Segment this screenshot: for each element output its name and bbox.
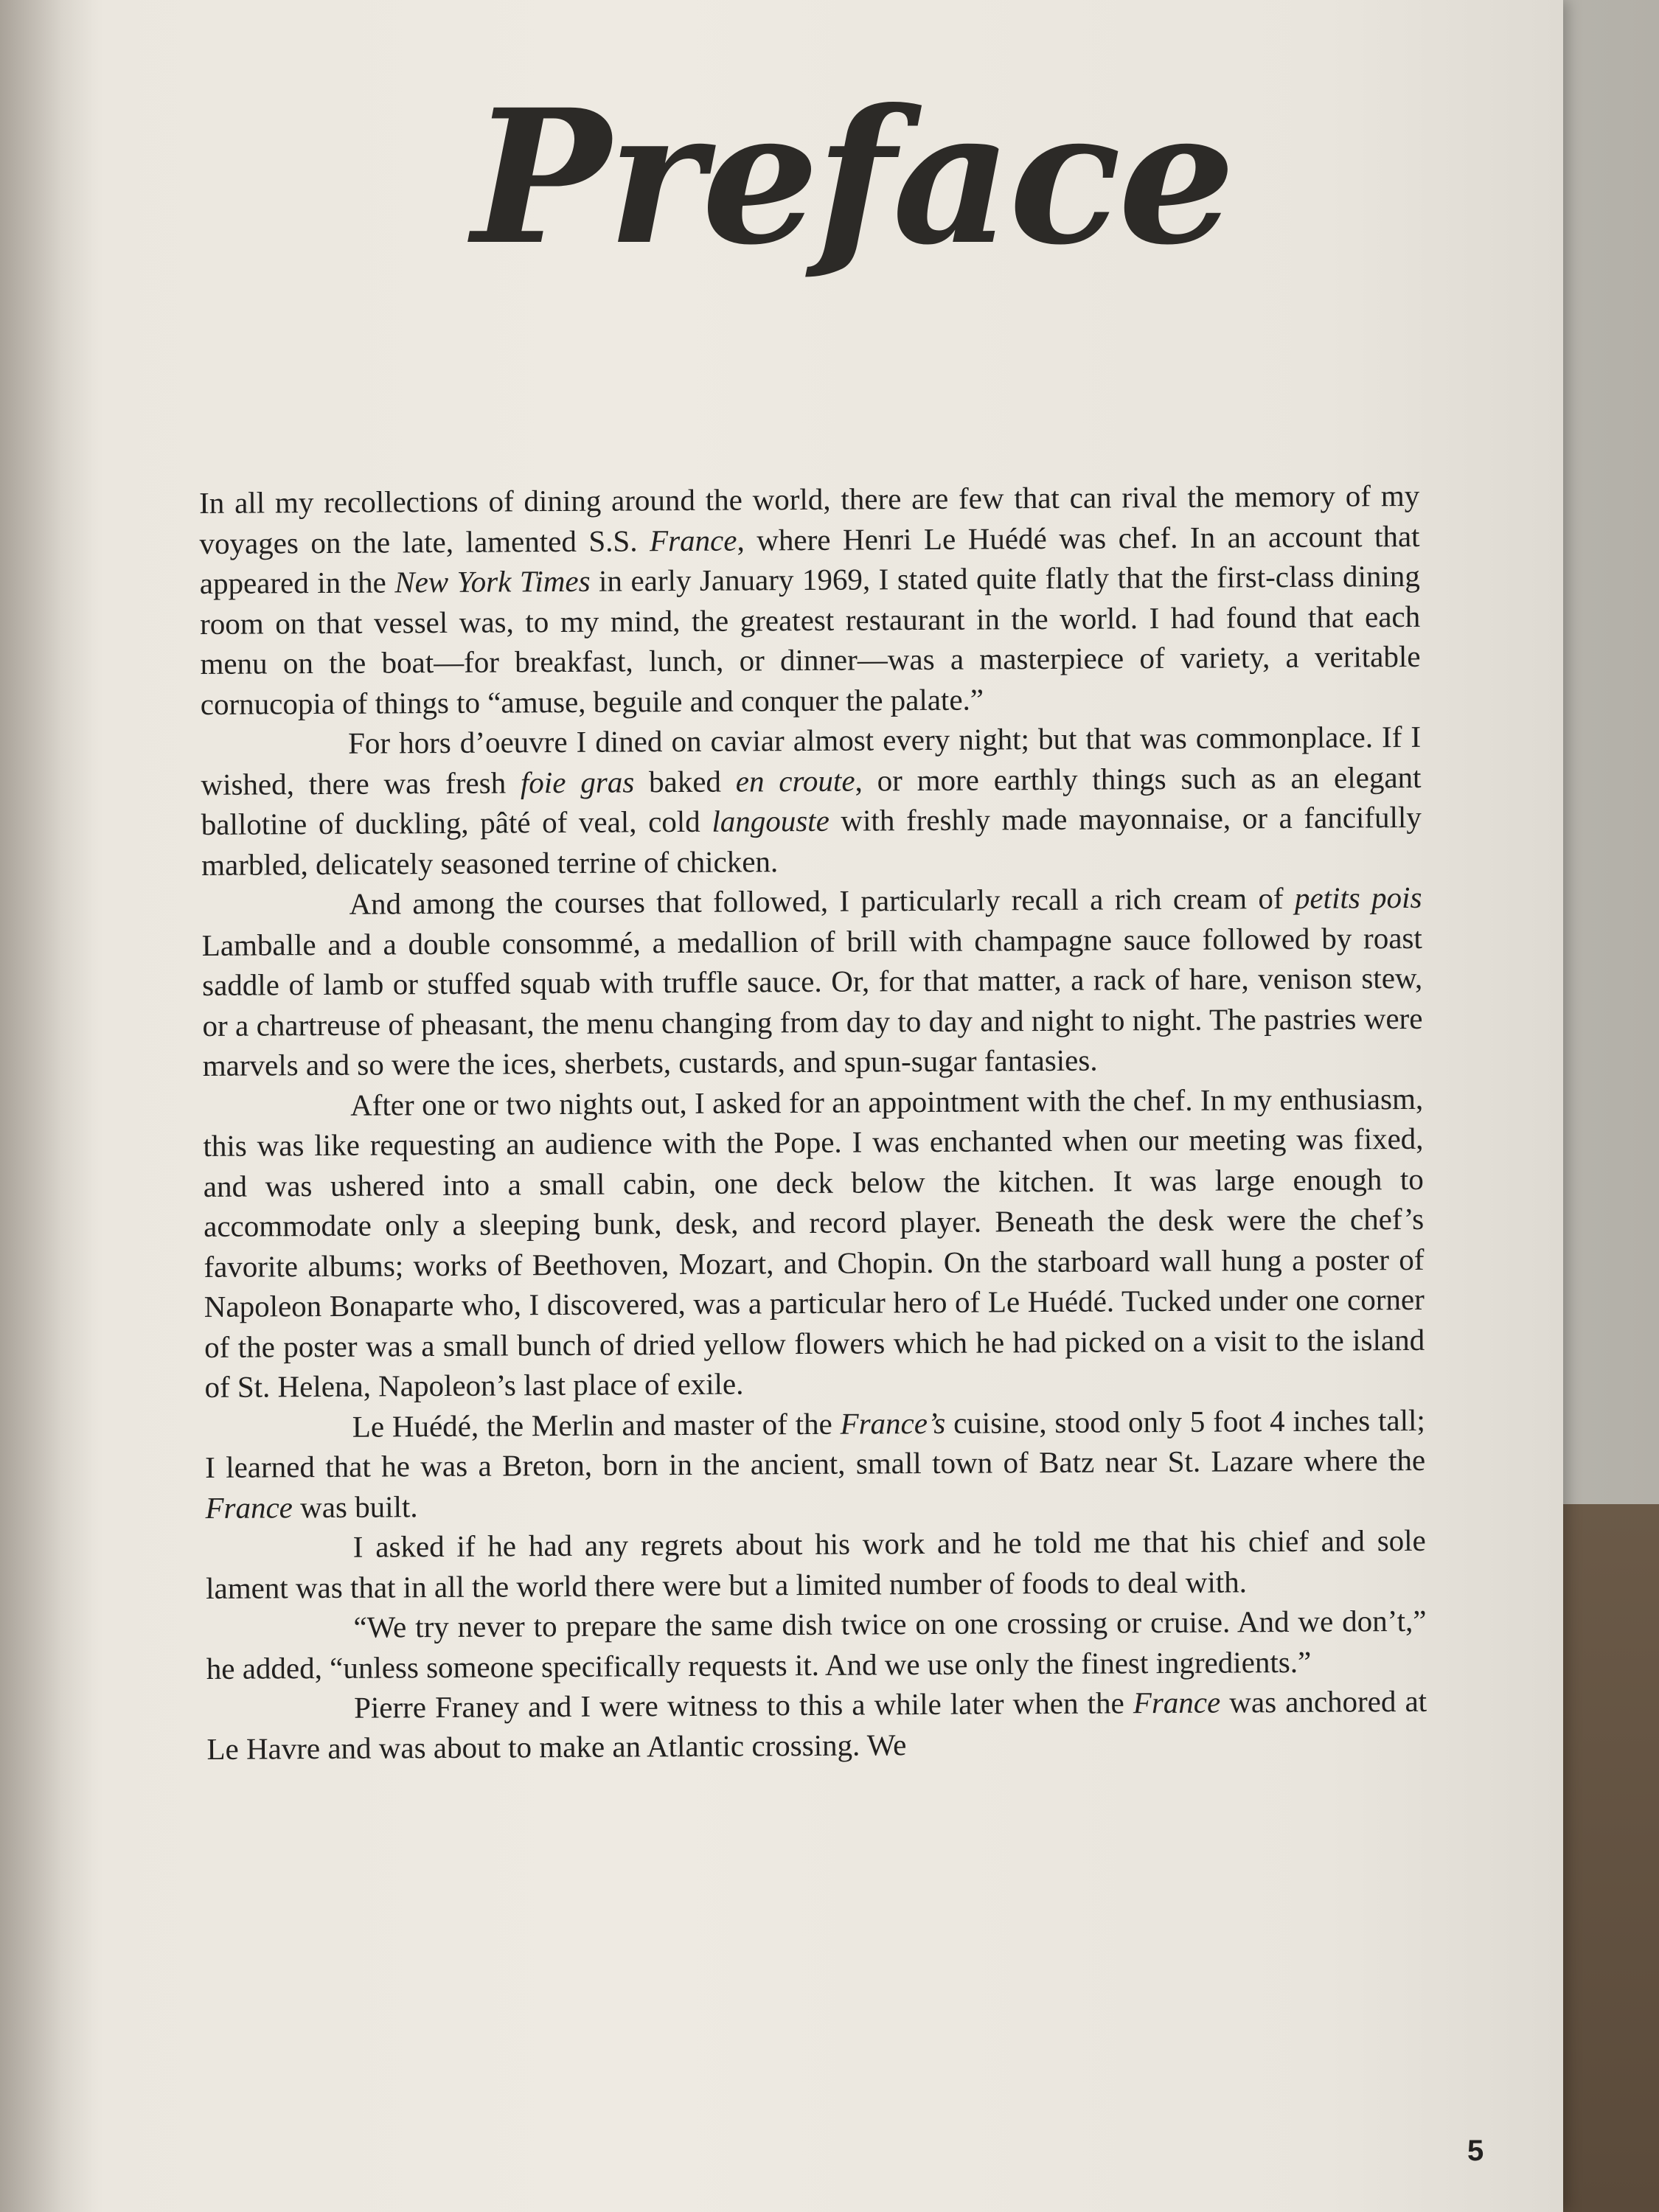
italic-text: France xyxy=(1133,1685,1221,1720)
paragraph: Le Huédé, the Merlin and master of the France’s cuisine, stood only 5 foot 4 inches tall; I learned that he was a Breton, born in the ancient, small town of Batz near St. Lazare where the France was built. xyxy=(205,1402,1426,1525)
body-text xyxy=(199,476,1427,1769)
italic-text: langouste xyxy=(712,803,830,838)
paragraph: After one or two nights out, I asked for an appointment with the chef. In my enthusiasm, this was like requesting an audience with the Pope. I was enchanted when our meeting was fixed, and was ushered into a small cabin, one deck below the kitchen. It was large enough to accommodate only a sleeping bunk, desk, and record player. Beneath the desk were the chef’s favorite albums; works of Beethoven, Mozart, and Chopin. On the starboard wall hung a poster of Napoleon Bonaparte who, I discovered, was a particular hero of Le Huédé. Tucked under one corner of the poster was a small bunch of dried yellow flowers which he had picked on a visit to the island of St. Helena, Napoleon’s last place of exile. xyxy=(203,1081,1425,1404)
page-number: 5 xyxy=(1467,2135,1484,2167)
background-table-edge xyxy=(1548,1504,1659,2212)
paragraph: And among the courses that followed, I particularly recall a rich cream of petits pois Lamballe and a double consommé, a medallion of brill with champagne sauce followed by roast saddle of lamb or stuffed squab with truffle sauce. Or, for that matter, a rack of hare, venison stew, or a chartreuse of pheasant, the menu changing from day to day and night to night. The pastries were marvels and so were the ices, sherbets, custards, and spun-sugar fantasies. xyxy=(201,880,1423,1082)
gutter-shadow xyxy=(0,0,103,2212)
paragraph: In all my recollections of dining around the world, there are few that can rival the memory of my voyages on the late, lamented S.S. France, where Henri Le Huédé was chef. In an account that appeared in the New York Times in early January 1969, I stated quite flatly that the first-class dining room on that vessel was, to my mind, the greatest restaurant in the world. I had found that each menu on the boat—for breakfast, lunch, or dinner—was a masterpiece of variety, a veritable cornucopia of things to “amuse, beguile and conquer the palate.” xyxy=(199,478,1421,721)
paragraph: “We try never to prepare the same dish twice on one crossing or cruise. And we don’t,” he added, “unless someone specifically requests it. And we use only the finest ingredients.” xyxy=(206,1603,1427,1686)
paragraph: Pierre Franey and I were witness to this a while later when the France was anchored at Le Havre and was about to make an Atlantic crossing. We xyxy=(206,1683,1427,1766)
italic-text: New York Times xyxy=(394,563,591,599)
italic-text: France xyxy=(205,1489,293,1525)
italic-text: France xyxy=(649,523,737,557)
italic-text: petits pois xyxy=(1294,880,1422,915)
paragraph: I asked if he had any regrets about his work and he told me that his chief and sole lament was that in all the world there were but a limited number of foods to deal with. xyxy=(206,1523,1426,1605)
page-title: Preface xyxy=(472,69,1233,285)
italic-text: foie gras xyxy=(520,764,635,799)
paragraph: For hors d’oeuvre I dined on caviar almost every night; but that was commonplace. If I wished, there was fresh foie gras baked en croute, or more earthly things such as an elegant ballotine of duckling, pâté of veal, cold langouste with freshly made mayonnaise, or a fancifully marbled, delicately seasoned terrine of chicken. xyxy=(201,719,1422,882)
italic-text: France’s xyxy=(840,1405,946,1441)
italic-text: en croute xyxy=(735,763,855,799)
